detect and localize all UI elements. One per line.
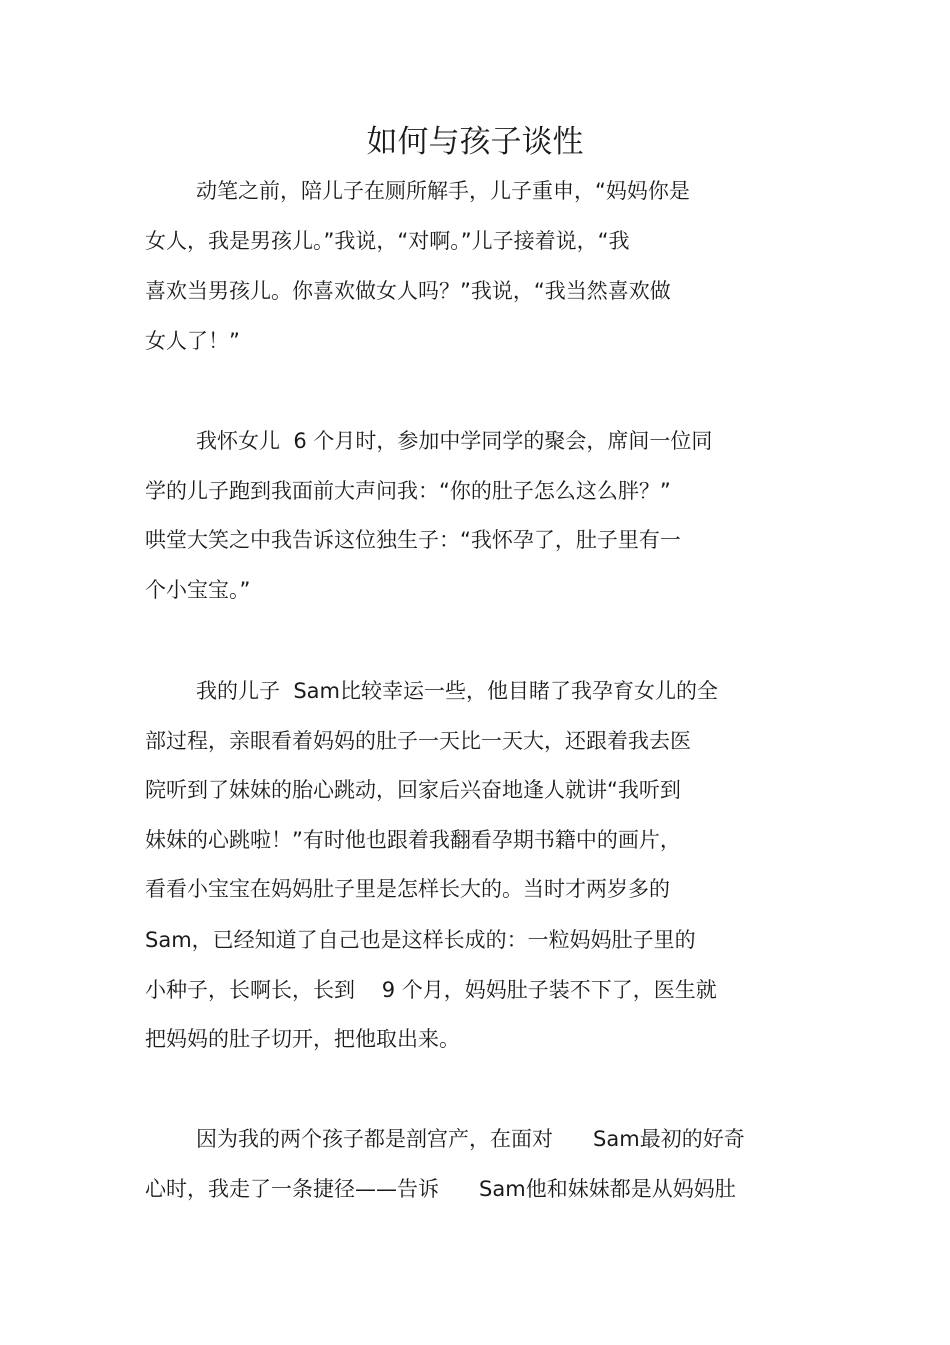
paragraph-line: 我怀女儿 6 个月时，参加中学同学的聚会，席间一位同: [196, 429, 713, 453]
paragraph-line: 喜欢当男孩儿。你喜欢做女人吗？”我说，“我当然喜欢做: [145, 279, 671, 303]
paragraph-line: 哄堂大笑之中我告诉这位独生子：“我怀孕了，肚子里有一: [145, 528, 681, 552]
paragraph-line: 个小宝宝。”: [145, 578, 251, 602]
paragraph-line: 看看小宝宝在妈妈肚子里是怎样长大的。当时才两岁多的: [145, 877, 670, 901]
paragraph-line: 院听到了妹妹的胎心跳动，回家后兴奋地逢人就讲“我听到: [145, 778, 681, 802]
paragraph-line: 把妈妈的肚子切开，把他取出来。: [145, 1027, 460, 1051]
paragraph-line: 心时，我走了一条捷径——告诉 Sam他和妹妹都是从妈妈肚: [145, 1177, 736, 1201]
paragraph-line: 我的儿子 Sam比较幸运一些，他目睹了我孕育女儿的全: [196, 679, 719, 703]
document-title: 如何与孩子谈性: [366, 124, 584, 160]
paragraph-line: 妹妹的心跳啦！”有时他也跟着我翻看孕期书籍中的画片，: [145, 828, 681, 852]
paragraph-line: 小种子，长啊长，长到 9 个月，妈妈肚子装不下了，医生就: [145, 978, 717, 1002]
paragraph-line: 部过程，亲眼看着妈妈的肚子一天比一天大，还跟着我去医: [145, 729, 691, 753]
paragraph-line: 女人了！”: [145, 329, 240, 353]
paragraph-line: 因为我的两个孩子都是剖宫产，在面对 Sam最初的好奇: [196, 1127, 745, 1151]
paragraph-line: Sam，已经知道了自己也是这样长成的：一粒妈妈肚子里的: [145, 928, 696, 952]
paragraph-line: 女人，我是男孩儿。”我说，“对啊。”儿子接着说，“我: [145, 229, 630, 253]
paragraph-line: 动笔之前，陪儿子在厕所解手，儿子重申，“妈妈你是: [196, 179, 690, 203]
paragraph-line: 学的儿子跑到我面前大声问我：“你的肚子怎么这么胖？”: [145, 479, 671, 503]
